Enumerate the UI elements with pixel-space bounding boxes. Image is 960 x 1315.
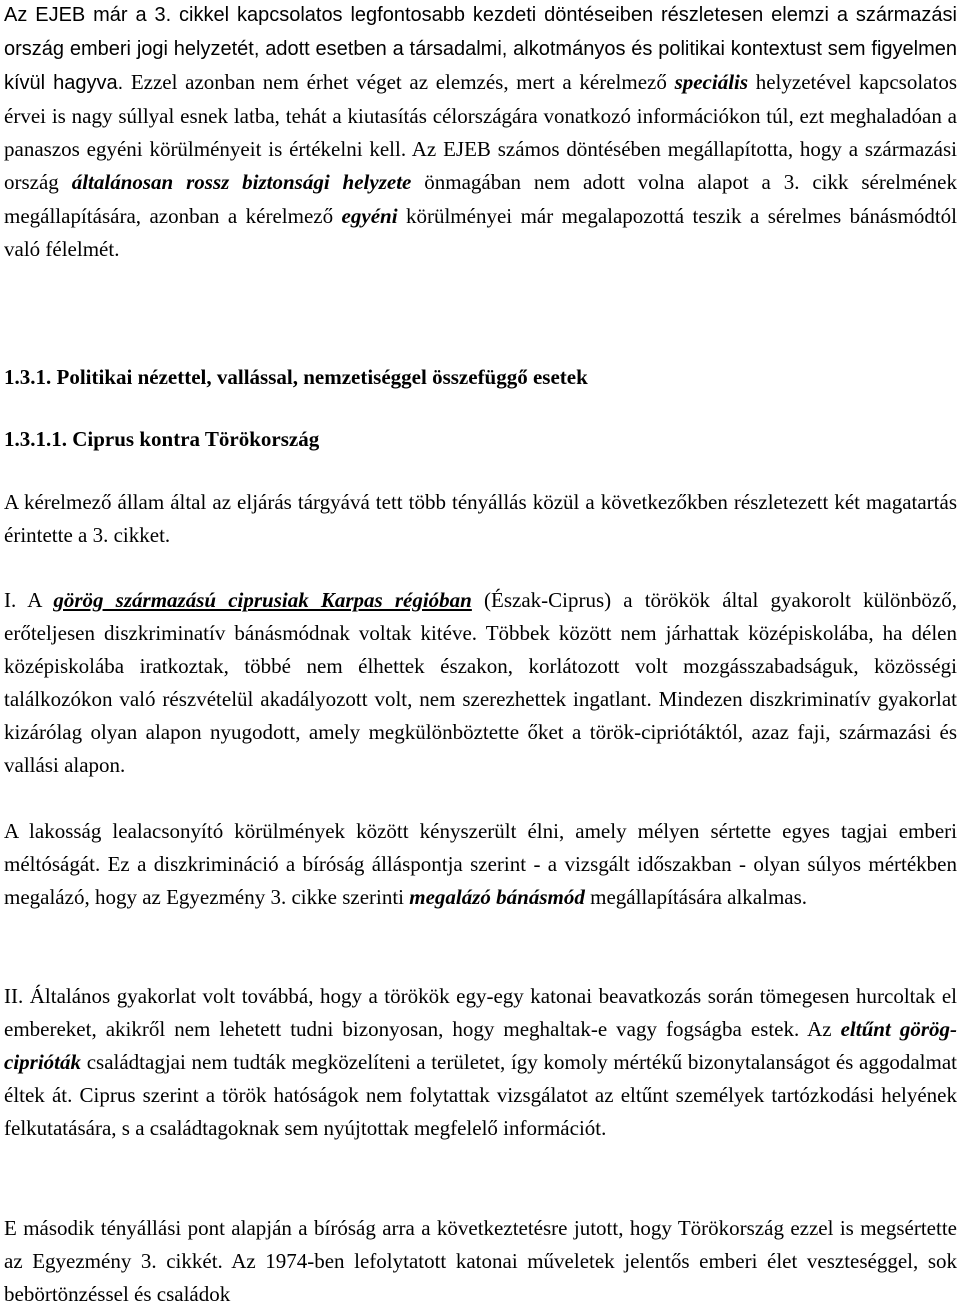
subsection-heading: 1.3.1.1. Ciprus kontra Törökország bbox=[4, 427, 320, 451]
paragraph-intro bbox=[4, 0, 957, 266]
paragraph-conclusion: E második tényállási pont alapján a bíróság arra a következtetésre jutott, hogy Törökország ezzel is megsértette az Egyezmény 3. cikkét. Az 1974-ben lefolytatott katonai műveletek jelentős emberi élet veszteséggel, sok bebörtönzéssel és családok bbox=[4, 1216, 957, 1307]
paragraph-dignity bbox=[4, 815, 957, 914]
intro-text-4: körülményei már megalapozottá teszik a sérelmes bánásmódtól való félelmét. bbox=[4, 203, 957, 261]
point-two-text-2: családtagjai nem tudták megközelíteni a területet, így komoly mértékű bizonytalanságot és aggodalmat éltek át. Ciprus szerint a török hatóságok nem folytattak vizsgálatot az eltűnt személyek tartózkodási helyének felkutatására, s a családtagoknak sem nyújtottak megfelelő információt. bbox=[4, 1050, 957, 1141]
paragraph-point-two bbox=[4, 980, 957, 1145]
paragraph-case-intro: A kérelmező állam által az eljárás tárgyává tett több tényállás közül a következőkben részletezett két magatartás érintette a 3. cikket. bbox=[4, 490, 957, 548]
point-two-text-1: II. Általános gyakorlat volt továbbá, hogy a törökök egy-egy katonai beavatkozás során tömegesen hurcoltak el embereket, akikről nem lehetett tudni bizonyosan, hogy meghaltak-e vagy fogságba estek. Az bbox=[4, 984, 957, 1042]
intro-text-1: Ezzel azonban nem érhet véget az elemzés, mert a kérelmező bbox=[123, 70, 675, 95]
emphasis-security-situation: általánosan rossz biztonsági helyzete bbox=[71, 170, 412, 195]
emphasis-missing-cypriots: eltűnt görög-ciprióták bbox=[4, 1017, 957, 1075]
intro-text-2: helyzetével kapcsolatos érvei is nagy súllyal esnek latba, tehát a kiutasítás célországára vonatkozó információkon túl, ezt meghaladóan a panaszos egyéni körülményeit is értékelni kell. Az EJEB számos döntésében megállapította, hogy a származási ország bbox=[4, 70, 957, 195]
emphasis-specialis: speciális bbox=[674, 70, 749, 95]
emphasis-degrading-treatment: megalázó bánásmód bbox=[409, 885, 585, 910]
intro-sentence: Az EJEB már a 3. cikkel kapcsolatos legfontosabb kezdeti döntéseiben részletesen elemzi a származási ország emberi jogi helyzetét, adott esetben a társadalmi, alkotmányos és politikai kontextust sem figyelmen kívül hagyva. bbox=[4, 4, 957, 95]
emphasis-greek-cypriots: görög származású ciprusiak Karpas régióban bbox=[53, 588, 472, 612]
point-one-text-2: (Észak-Ciprus) a törökök által gyakorolt különböző, erőteljesen diszkriminatív bánásmódnak voltak kitéve. Többek között nem járhattak középiskolába, ha délen középiskolába iratkoztak, többé nem élhettek északon, korlátozott volt mozgásszabadságuk, közösségi találkozókon való részvételül akadályozott volt, nem szerezhettek ingatlant. Mindezen diszkriminatív gyakorlat kizárólag olyan alapon nyugodott, amely megkülönböztette őket a török-cipriótáktól, azaz faji, származási és vallási alapon. bbox=[4, 588, 958, 778]
point-one-text-1: I. A bbox=[4, 588, 54, 612]
dignity-text-1: A lakosság lealacsonyító körülmények között kényszerült élni, amely mélyen sértette egyes tagjai emberi méltóságát. Ez a diszkrimináció a bíróság álláspontja szerint - a vizsgált időszakban - olyan súlyos mértékben megalázó, hogy az Egyezmény 3. cikke szerinti bbox=[4, 819, 957, 910]
paragraph-point-one bbox=[4, 584, 957, 783]
intro-text-3: önmagában nem adott volna alapot a 3. cikk sérelmének megállapítására, azonban a kérelmező bbox=[4, 170, 957, 228]
dignity-text-2: megállapítására alkalmas. bbox=[584, 885, 808, 910]
section-heading: 1.3.1. Politikai nézettel, vallással, nemzetiséggel összefüggő esetek bbox=[4, 365, 588, 389]
emphasis-egyeni: egyéni bbox=[341, 203, 398, 228]
